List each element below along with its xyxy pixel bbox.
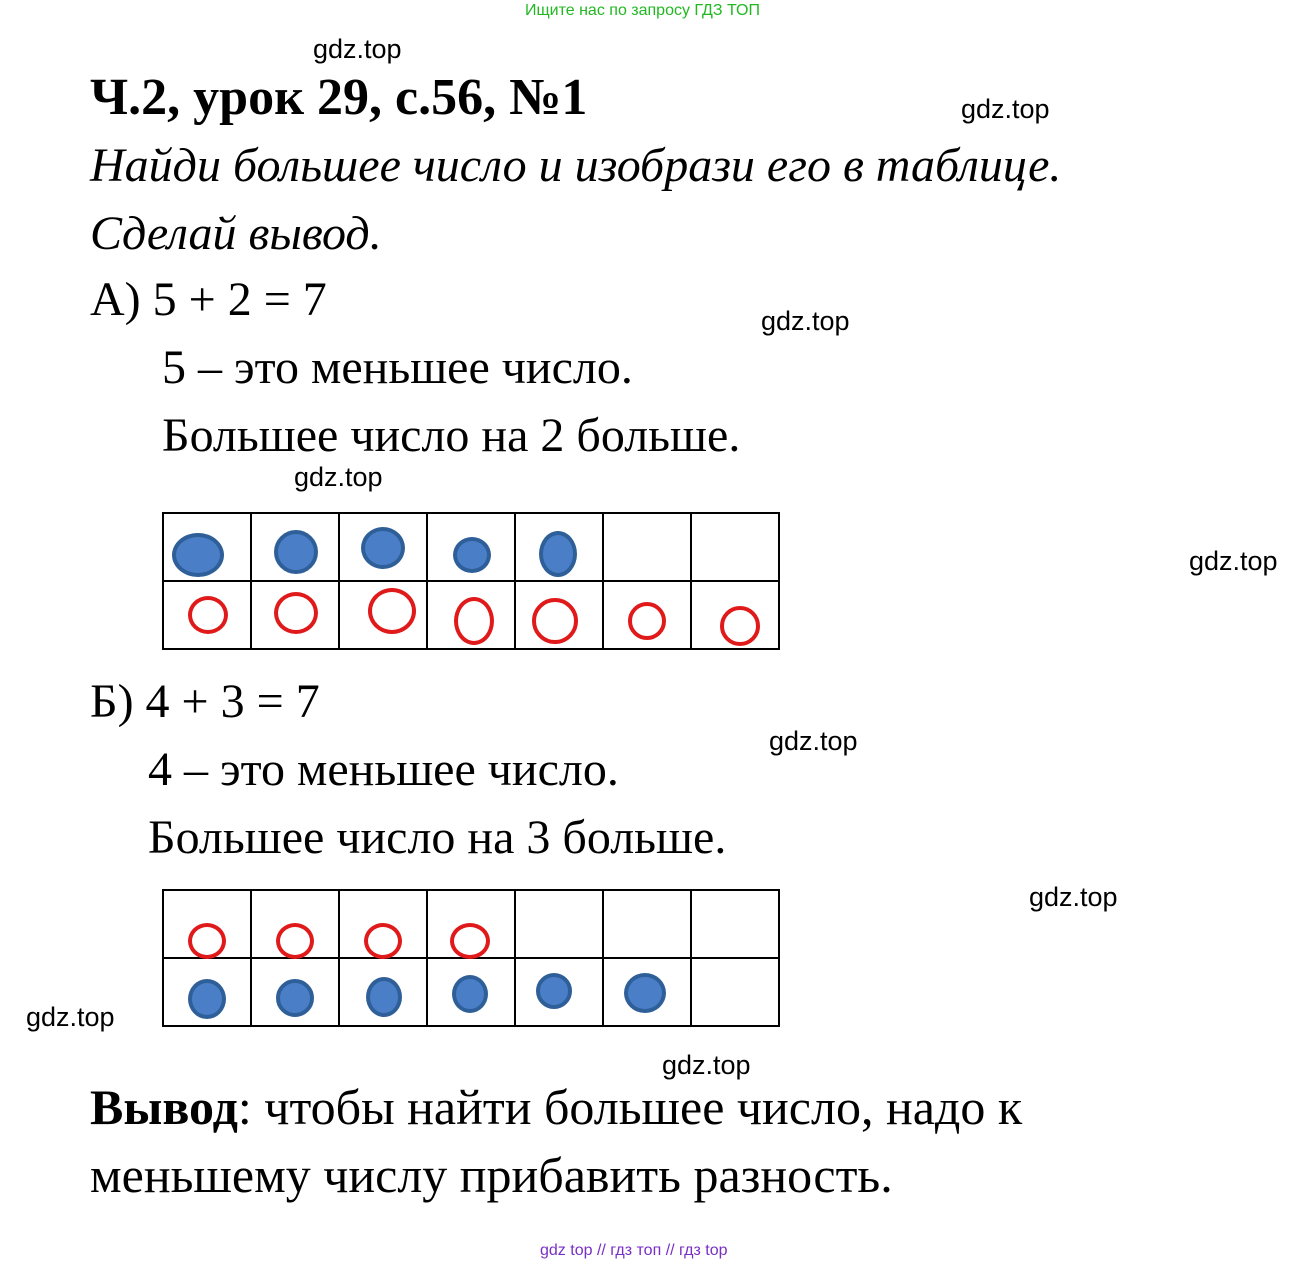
- table-cell: [163, 890, 251, 958]
- task-line-1: Найди большее число и изобрази его в таблице.: [90, 139, 1062, 192]
- table-cell: [515, 513, 603, 581]
- blue-circle: [536, 973, 572, 1009]
- watermark: gdz.top: [662, 1050, 751, 1080]
- part-b-row-2: [163, 958, 779, 1026]
- watermark: gdz.top: [961, 94, 1050, 124]
- table-cell: [251, 958, 339, 1026]
- blue-circle: [276, 979, 314, 1017]
- blue-circle: [453, 537, 491, 573]
- conclusion-text: : чтобы найти большее число, надо к: [237, 1079, 1023, 1135]
- footer-links: [540, 1242, 728, 1260]
- red-circle: [276, 923, 314, 959]
- task-line-2: Сделай вывод.: [90, 207, 382, 260]
- table-cell: [515, 581, 603, 649]
- part-b-row-1: [163, 890, 779, 958]
- page-title: Ч.2, урок 29, с.56, №1: [90, 69, 588, 126]
- table-cell: [251, 513, 339, 581]
- part-a-line-2: Большее число на 2 больше.: [162, 409, 741, 462]
- table-cell: [339, 890, 427, 958]
- red-circle: [364, 923, 402, 959]
- table-cell: [163, 581, 251, 649]
- watermark: gdz.top: [769, 726, 858, 756]
- blue-circle: [361, 527, 405, 569]
- table-cell: [339, 581, 427, 649]
- red-circle: [720, 606, 760, 646]
- table-cell: [339, 513, 427, 581]
- table-cell: [339, 958, 427, 1026]
- blue-circle: [366, 977, 402, 1017]
- red-circle: [188, 596, 228, 634]
- footer-separator: //: [665, 1242, 675, 1259]
- blue-circle: [172, 533, 224, 577]
- red-circle: [368, 588, 416, 634]
- table-cell: [603, 958, 691, 1026]
- part-a-equation: А) 5 + 2 = 7: [90, 273, 327, 326]
- blue-circle: [539, 531, 577, 577]
- table-cell: [691, 890, 779, 958]
- part-b-equation: Б) 4 + 3 = 7: [90, 675, 320, 728]
- red-circle: [628, 602, 666, 640]
- table-cell: [691, 581, 779, 649]
- conclusion-label: Вывод: [90, 1079, 238, 1135]
- red-circle: [274, 592, 318, 634]
- table-cell: [515, 890, 603, 958]
- footer-link-gdz-top-mix[interactable]: гдз top: [679, 1242, 728, 1259]
- table-cell: [427, 513, 515, 581]
- table-cell: [163, 513, 251, 581]
- red-circle: [454, 597, 494, 645]
- blue-circle: [188, 979, 226, 1019]
- part-b-line-1: 4 – это меньшее число.: [148, 743, 619, 796]
- watermark: gdz.top: [1189, 546, 1278, 576]
- part-a-row-2: [163, 581, 779, 649]
- table-cell: [691, 513, 779, 581]
- part-a-line-1: 5 – это меньшее число.: [162, 341, 633, 394]
- part-a-row-1: [163, 513, 779, 581]
- table-cell: [251, 581, 339, 649]
- table-cell: [603, 581, 691, 649]
- conclusion-line-1: [90, 1078, 1022, 1136]
- table-cell: [515, 958, 603, 1026]
- blue-circle: [624, 973, 666, 1013]
- watermark: gdz.top: [294, 462, 383, 492]
- red-circle: [188, 923, 226, 959]
- conclusion-line-2: меньшему числу прибавить разность.: [90, 1147, 893, 1203]
- footer-separator: //: [596, 1242, 606, 1259]
- table-cell: [427, 958, 515, 1026]
- blue-circle: [274, 530, 318, 574]
- blue-circle: [452, 975, 488, 1013]
- watermark: gdz.top: [761, 306, 850, 336]
- footer-link-gdz-top-ru[interactable]: гдз топ: [610, 1242, 662, 1259]
- header-search-link[interactable]: Ищите нас по запросу ГДЗ ТОП: [525, 2, 760, 19]
- table-cell: [251, 890, 339, 958]
- table-cell: [603, 890, 691, 958]
- watermark: gdz.top: [1029, 882, 1118, 912]
- footer-link-gdz-top[interactable]: gdz top: [540, 1242, 593, 1259]
- part-a-table: [162, 512, 780, 650]
- table-cell: [163, 958, 251, 1026]
- watermark: gdz.top: [26, 1002, 115, 1032]
- part-b-line-2: Большее число на 3 больше.: [148, 811, 727, 864]
- table-cell: [427, 581, 515, 649]
- watermark: gdz.top: [313, 34, 402, 64]
- part-b-table: [162, 889, 780, 1027]
- table-cell: [603, 513, 691, 581]
- table-cell: [427, 890, 515, 958]
- red-circle: [532, 598, 578, 644]
- table-cell: [691, 958, 779, 1026]
- red-circle: [450, 923, 490, 959]
